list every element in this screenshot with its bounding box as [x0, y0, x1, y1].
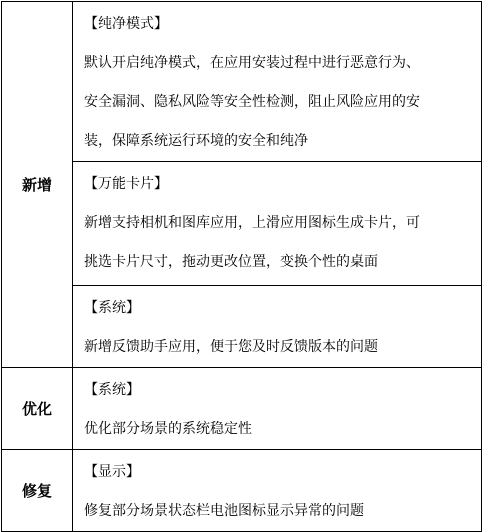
entry-pure-mode	[73, 2, 482, 162]
entry-heading: 【系统】	[84, 382, 140, 398]
table-row	[2, 450, 482, 532]
entry-service-widgets	[73, 162, 482, 286]
changelog-table	[1, 1, 482, 532]
entry-heading: 【万能卡片】	[84, 176, 168, 192]
entry-heading: 【纯净模式】	[84, 16, 168, 32]
table-row	[2, 368, 482, 450]
entry-text-line: 修复部分场景状态栏电池图标显示异常的问题	[84, 503, 364, 519]
table-row	[2, 2, 482, 162]
entry-system-new	[73, 286, 482, 368]
entry-text-line: 安全漏洞、隐私风险等安全性检测，阻止风险应用的安	[84, 94, 420, 110]
entry-text-line: 挑选卡片尺寸，拖动更改位置，变换个性的桌面	[84, 254, 378, 270]
entry-display-fix	[73, 450, 482, 532]
entry-text-line: 新增支持相机和图库应用，上滑应用图标生成卡片，可	[84, 215, 420, 231]
table-row	[2, 286, 482, 368]
entry-text-line: 优化部分场景的系统稳定性	[84, 421, 252, 437]
entry-heading: 【显示】	[84, 464, 140, 480]
entry-text-line: 装，保障系统运行环境的安全和纯净	[84, 133, 308, 149]
entry-system-optimize	[73, 368, 482, 450]
table-row	[2, 162, 482, 286]
entry-heading: 【系统】	[84, 300, 140, 316]
entry-text-line: 默认开启纯净模式，在应用安装过程中进行恶意行为、	[84, 55, 420, 71]
entry-text-line: 新增反馈助手应用，便于您及时反馈版本的问题	[84, 339, 378, 355]
category-new: 新增	[2, 2, 73, 368]
category-fix: 修复	[2, 450, 73, 532]
category-optimize: 优化	[2, 368, 73, 450]
